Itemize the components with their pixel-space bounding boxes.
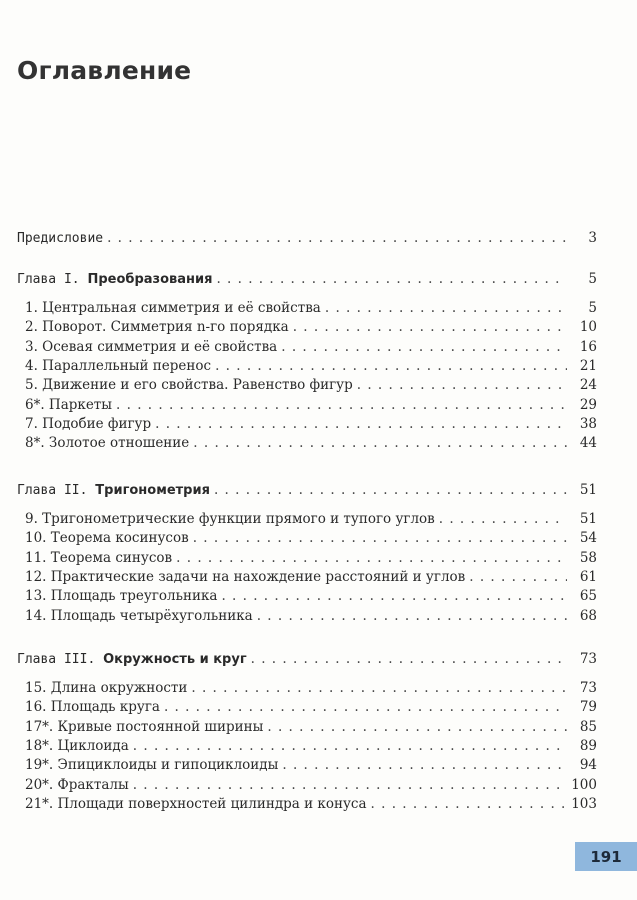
toc-entry-page: 94 [579, 757, 597, 774]
dot-leader [214, 482, 567, 498]
toc-entry[interactable] [25, 608, 597, 628]
toc-entry-page: 21 [579, 357, 597, 374]
toc-entry[interactable] [25, 796, 597, 816]
toc-entry[interactable] [25, 397, 597, 417]
toc-entry-label: 8*. Золотое отношение [25, 435, 190, 452]
dot-leader [193, 435, 567, 451]
toc-entry[interactable] [25, 569, 597, 589]
dot-leader [133, 738, 567, 754]
toc-entry-page: 38 [579, 415, 597, 432]
toc-entry[interactable] [25, 738, 597, 758]
dot-leader [215, 358, 567, 374]
dot-leader [216, 271, 567, 287]
toc-entry-label: 2. Поворот. Симметрия n-го порядка [25, 319, 289, 336]
toc-entry[interactable] [25, 339, 597, 359]
dot-leader [155, 416, 567, 432]
dot-leader [193, 530, 567, 546]
toc-entry[interactable] [25, 699, 597, 719]
toc-entry-label: 9. Тригонометрические функции прямого и тупого углов [25, 511, 435, 527]
dot-leader [191, 680, 567, 696]
toc-entry-label: 18*. Циклоида [25, 737, 129, 754]
toc-entry-page: 3 [588, 230, 597, 246]
toc-entry-label: 12. Практические задачи на нахождение расстояний и углов [25, 568, 466, 585]
chapter-prefix: Глава I. [17, 272, 80, 287]
toc-entry-label: 20*. Фракталы [25, 776, 129, 793]
page-title: Оглавление [17, 56, 192, 85]
toc-entry-label: 19*. Эпициклоиды и гипоциклоиды [25, 757, 279, 774]
toc-entry-page: 100 [571, 776, 597, 793]
toc-entry[interactable] [25, 358, 597, 378]
toc-entry-page: 68 [579, 607, 597, 624]
toc-entry-label: 14. Площадь четырёхугольника [25, 607, 253, 624]
dot-leader [257, 608, 567, 624]
toc-entry-label: 17*. Кривые постоянной ширины [25, 718, 264, 735]
toc-entry-label: 16. Площадь круга [25, 699, 160, 716]
toc-entry-page: 44 [579, 435, 597, 452]
toc-chapter[interactable] [17, 482, 597, 502]
toc-entry-label: 6*. Паркеты [25, 396, 113, 413]
toc-entry[interactable] [25, 530, 597, 550]
dot-leader [357, 377, 567, 393]
toc-entry[interactable] [25, 435, 597, 455]
chapter-name: Тригонометрия [95, 483, 210, 498]
toc-entry[interactable] [25, 319, 597, 339]
toc-entry-label: 13. Площадь треугольника [25, 588, 218, 605]
toc-entry-label: 10. Теорема косинусов [25, 530, 189, 547]
page-number-badge: 191 [575, 842, 637, 871]
chapter-prefix: Глава III. [17, 652, 96, 667]
toc-entry[interactable] [25, 777, 597, 797]
toc-entry[interactable] [25, 680, 597, 700]
dot-leader [116, 397, 567, 413]
chapter-prefix: Глава II. [17, 483, 88, 498]
toc-entry-label: 3. Осевая симметрия и её свойства [25, 338, 278, 355]
chapter-title [17, 652, 251, 667]
chapter-name: Окружность и круг [103, 652, 247, 667]
dot-leader [325, 300, 567, 316]
dot-leader [251, 651, 567, 667]
toc-entry-page: 103 [571, 795, 597, 812]
toc-entry-page: 51 [579, 511, 597, 527]
toc-entry-page: 58 [579, 549, 597, 566]
chapter-name: Преобразования [87, 272, 213, 287]
dot-leader [176, 550, 567, 566]
toc-entry-label: 21*. Площади поверхностей цилиндра и конуса [25, 795, 367, 812]
toc-entry[interactable] [25, 416, 597, 436]
dot-leader [281, 339, 567, 355]
dot-leader [469, 569, 567, 585]
toc-entry-label: 11. Теорема синусов [25, 549, 173, 566]
toc-entry[interactable] [25, 757, 597, 777]
toc-entry[interactable] [25, 511, 597, 531]
toc-entry[interactable] [25, 550, 597, 570]
toc-entry-page: 5 [588, 300, 597, 316]
toc-entry-label: 4. Параллельный перенос [25, 357, 212, 374]
dot-leader [164, 699, 567, 715]
chapter-page: 73 [579, 651, 597, 667]
dot-leader [267, 719, 567, 735]
toc-entry[interactable] [25, 719, 597, 739]
toc-entry-page: 29 [579, 396, 597, 413]
toc-entry-page: 73 [579, 680, 597, 696]
toc-entry[interactable] [25, 300, 597, 320]
toc-entry-label: 5. Движение и его свойства. Равенство фигур [25, 377, 353, 394]
toc-chapter[interactable] [17, 271, 597, 291]
toc-entry-page: 54 [579, 530, 597, 547]
toc-entry-page: 85 [579, 718, 597, 735]
toc-entry-page: 65 [579, 588, 597, 605]
dot-leader [282, 757, 567, 773]
chapter-page: 51 [579, 482, 597, 498]
toc-entry-page: 89 [579, 737, 597, 754]
toc-entry-page: 79 [579, 699, 597, 716]
chapter-title [17, 483, 214, 498]
dot-leader [371, 796, 567, 812]
toc-entry-page: 61 [579, 568, 597, 585]
toc-entry-page: 24 [579, 377, 597, 394]
chapter-title [17, 272, 216, 287]
toc-entry-page: 16 [579, 338, 597, 355]
toc-entry-label: Предисловие [17, 231, 104, 246]
toc-entry-label: 7. Подобие фигур [25, 415, 152, 432]
toc-entry-label: 1. Центральная симметрия и её свойства [25, 300, 321, 316]
toc-entry-preface[interactable] [17, 230, 597, 250]
toc-entry[interactable] [25, 588, 597, 608]
toc-entry-label: 15. Длина окружности [25, 680, 188, 696]
dot-leader [107, 230, 567, 246]
chapter-page: 5 [588, 271, 597, 287]
dot-leader [133, 777, 567, 793]
toc-entry[interactable] [25, 377, 597, 397]
toc-entry-page: 10 [579, 319, 597, 336]
toc-chapter[interactable] [17, 651, 597, 671]
dot-leader [293, 319, 567, 335]
dot-leader [221, 588, 567, 604]
dot-leader [439, 511, 567, 527]
